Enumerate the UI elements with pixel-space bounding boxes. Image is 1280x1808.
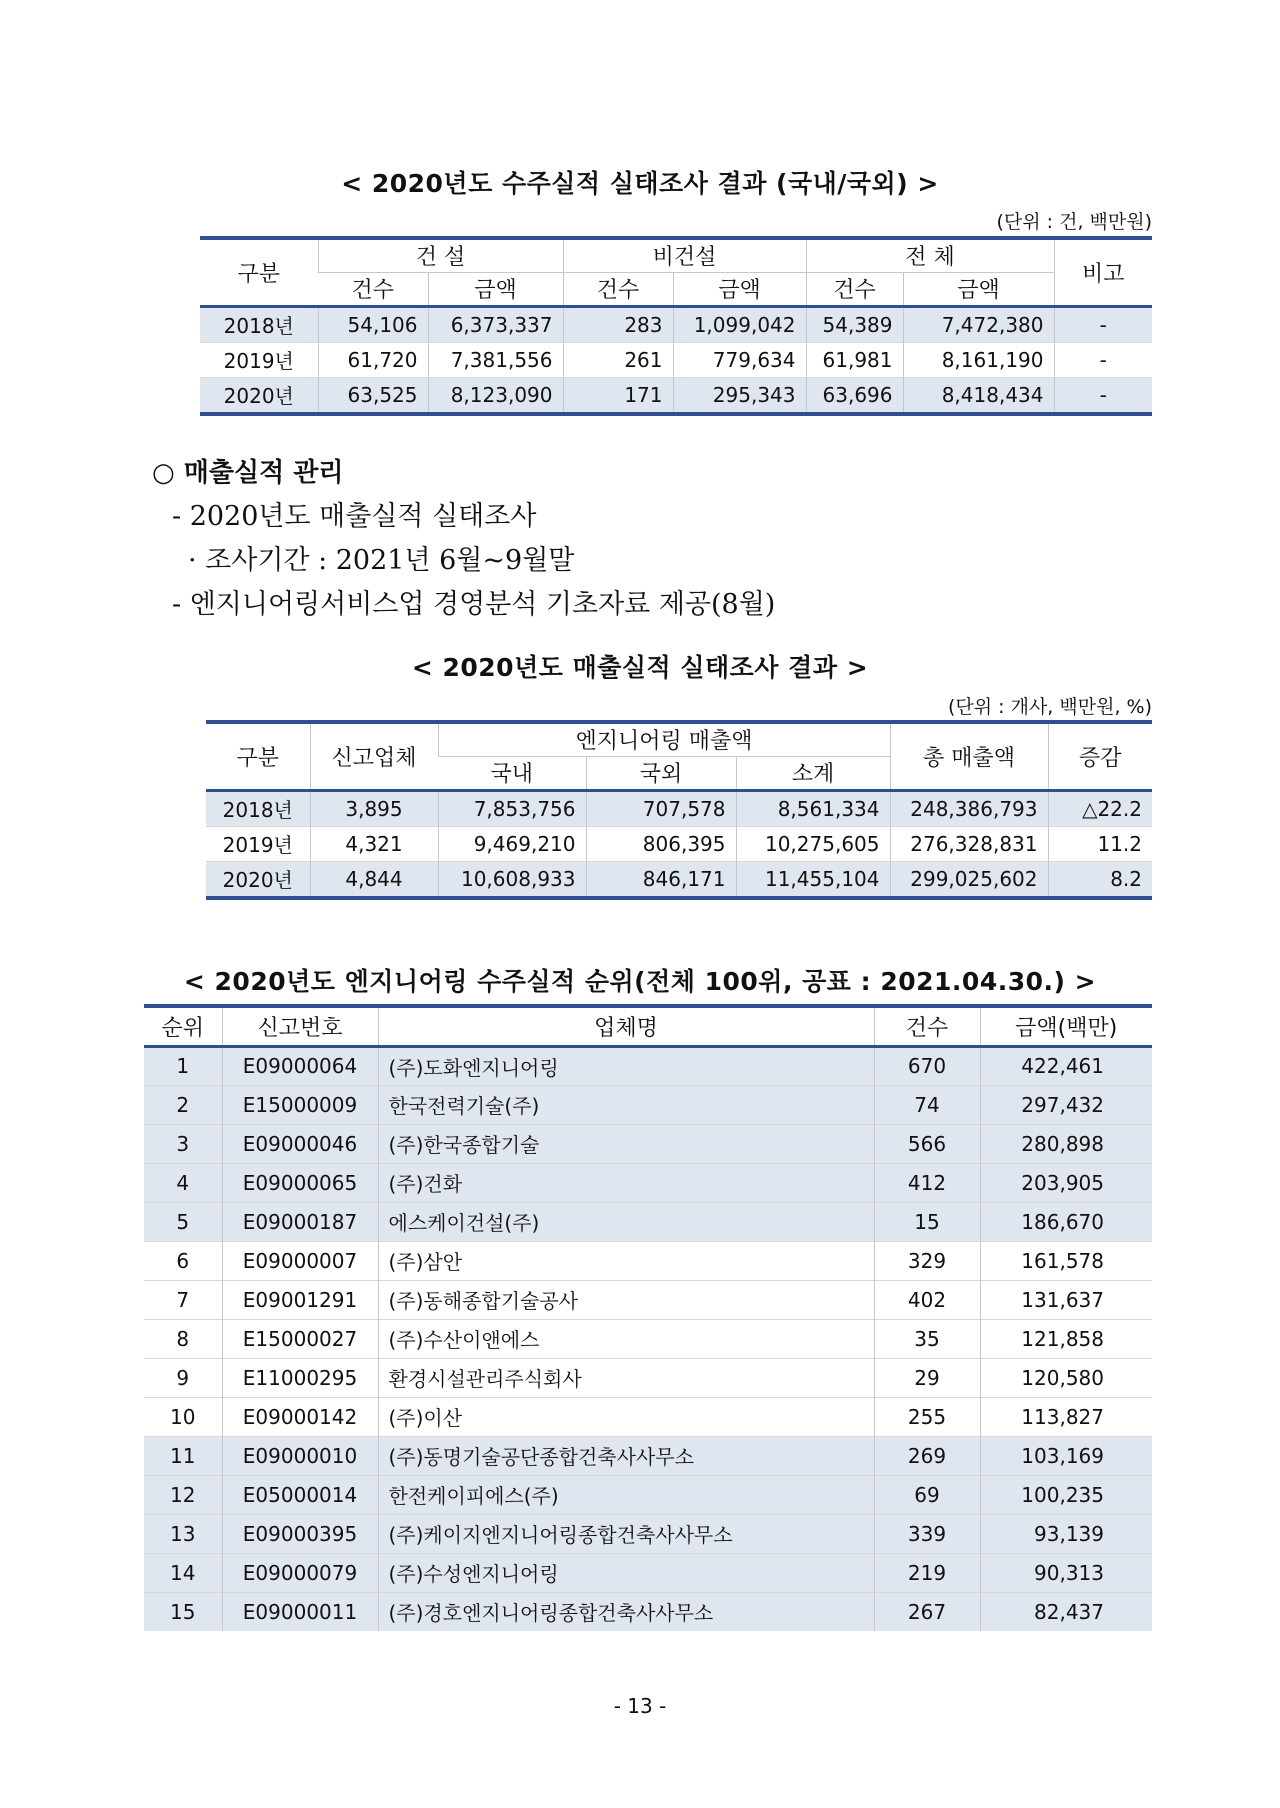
company-cell: (주)동해종합기술공사	[378, 1280, 874, 1319]
table-row	[144, 1475, 1152, 1514]
sales-table-title: < 2020년도 매출실적 실태조사 결과 >	[411, 653, 869, 682]
amount-cell: 297,432	[980, 1085, 1152, 1124]
orders-table-unit: (단위 : 건, 백만원)	[996, 211, 1152, 233]
count-cell: 412	[874, 1163, 980, 1202]
sales-header-foreign: 국외	[586, 756, 736, 790]
value-cell: 8,418,434	[903, 377, 1054, 414]
table-row	[144, 1397, 1152, 1436]
value-cell: 248,386,793	[890, 790, 1048, 826]
value-cell: 7,381,556	[428, 342, 563, 377]
company-cell: 한국전력기술(주)	[378, 1085, 874, 1124]
amount-cell: 131,637	[980, 1280, 1152, 1319]
remarks-cell: -	[1054, 342, 1152, 377]
ranking-header-rank: 순위	[161, 1015, 204, 1041]
table-row	[206, 826, 1152, 861]
year-cell: 2019년	[200, 342, 318, 377]
value-cell: 283	[563, 306, 673, 342]
value-cell: 1,099,042	[673, 306, 806, 342]
table-row	[144, 1436, 1152, 1475]
company-cell: (주)도화엔지니어링	[378, 1046, 874, 1085]
table-row	[144, 1358, 1152, 1397]
value-cell: 779,634	[673, 342, 806, 377]
sales-header-total-sales: 총 매출액	[890, 722, 1048, 790]
company-cell: (주)동명기술공단종합건축사사무소	[378, 1436, 874, 1475]
table-row	[200, 306, 1152, 342]
page-number: - 13 -	[613, 1694, 667, 1718]
reg-no-cell: E15000027	[222, 1319, 378, 1358]
rank-cell: 14	[144, 1553, 222, 1592]
remarks-cell: -	[1054, 306, 1152, 342]
table-row	[144, 1319, 1152, 1358]
company-cell: (주)경호엔지니어링종합건축사사무소	[378, 1592, 874, 1631]
section-line-3: - 엔지니어링서비스업 경영분석 기초자료 제공(8월)	[172, 589, 776, 620]
table-row	[200, 377, 1152, 414]
company-cell: (주)케이지엔지니어링종합건축사사무소	[378, 1514, 874, 1553]
count-cell: 566	[874, 1124, 980, 1163]
table-row	[200, 342, 1152, 377]
company-cell: (주)수성엔지니어링	[378, 1553, 874, 1592]
reg-no-cell: E09000142	[222, 1397, 378, 1436]
value-cell: 8.2	[1048, 861, 1152, 898]
year-cell: 2018년	[200, 306, 318, 342]
table-row	[144, 1124, 1152, 1163]
amount-cell: 90,313	[980, 1553, 1152, 1592]
rank-cell: 2	[144, 1085, 222, 1124]
reg-no-cell: E09000046	[222, 1124, 378, 1163]
orders-header-total: 전 체	[806, 238, 1054, 272]
value-cell: 63,696	[806, 377, 903, 414]
count-cell: 402	[874, 1280, 980, 1319]
reg-no-cell: E11000295	[222, 1358, 378, 1397]
orders-header-category: 구분	[237, 261, 280, 287]
count-cell: 670	[874, 1046, 980, 1085]
company-cell: 한전케이피에스(주)	[378, 1475, 874, 1514]
reg-no-cell: E09000395	[222, 1514, 378, 1553]
value-cell: 11.2	[1048, 826, 1152, 861]
orders-header-count: 건수	[318, 272, 428, 306]
section-heading: ○ 매출실적 관리	[152, 458, 344, 488]
amount-cell: 161,578	[980, 1241, 1152, 1280]
company-cell: (주)수산이앤에스	[378, 1319, 874, 1358]
value-cell: 54,389	[806, 306, 903, 342]
reg-no-cell: E09000011	[222, 1592, 378, 1631]
orders-header-count: 건수	[806, 272, 903, 306]
amount-cell: 103,169	[980, 1436, 1152, 1475]
rank-cell: 10	[144, 1397, 222, 1436]
count-cell: 339	[874, 1514, 980, 1553]
ranking-header-amount: 금액(백만)	[980, 1006, 1152, 1046]
count-cell: 219	[874, 1553, 980, 1592]
year-cell: 2019년	[206, 826, 310, 861]
table-row	[206, 790, 1152, 826]
count-cell: 29	[874, 1358, 980, 1397]
reg-no-cell: E09000065	[222, 1163, 378, 1202]
table-row	[144, 1553, 1152, 1592]
value-cell: 8,161,190	[903, 342, 1054, 377]
value-cell: △22.2	[1048, 790, 1152, 826]
count-cell: 69	[874, 1475, 980, 1514]
ranking-table	[144, 1004, 1152, 1631]
orders-header-non-construction: 비건설	[563, 238, 806, 272]
rank-cell: 6	[144, 1241, 222, 1280]
orders-header-remarks: 비고	[1054, 238, 1152, 306]
rank-cell: 8	[144, 1319, 222, 1358]
amount-cell: 121,858	[980, 1319, 1152, 1358]
sales-table-unit: (단위 : 개사, 백만원, %)	[948, 696, 1152, 718]
amount-cell: 93,139	[980, 1514, 1152, 1553]
ranking-header-reg-no: 신고번호	[222, 1006, 378, 1046]
company-cell: (주)삼안	[378, 1241, 874, 1280]
reg-no-cell: E09000064	[222, 1046, 378, 1085]
value-cell: 10,608,933	[438, 861, 586, 898]
table-row	[206, 861, 1152, 898]
company-cell: 에스케이건설(주)	[378, 1202, 874, 1241]
sales-header-change: 증감	[1048, 722, 1152, 790]
amount-cell: 120,580	[980, 1358, 1152, 1397]
reg-no-cell: E09000187	[222, 1202, 378, 1241]
sales-header-domestic: 국내	[438, 756, 586, 790]
count-cell: 255	[874, 1397, 980, 1436]
rank-cell: 1	[144, 1046, 222, 1085]
rank-cell: 12	[144, 1475, 222, 1514]
value-cell: 4,844	[310, 861, 438, 898]
sales-header-category: 구분	[236, 745, 279, 771]
reg-no-cell: E09000007	[222, 1241, 378, 1280]
value-cell: 61,720	[318, 342, 428, 377]
orders-table-title: < 2020년도 수주실적 실태조사 결과 (국내/국외) >	[341, 169, 939, 198]
amount-cell: 113,827	[980, 1397, 1152, 1436]
orders-table	[200, 236, 1152, 416]
value-cell: 54,106	[318, 306, 428, 342]
ranking-table-body	[144, 1046, 1152, 1631]
value-cell: 8,123,090	[428, 377, 563, 414]
rank-cell: 5	[144, 1202, 222, 1241]
value-cell: 7,472,380	[903, 306, 1054, 342]
ranking-header-company: 업체명	[378, 1006, 874, 1046]
value-cell: 9,469,210	[438, 826, 586, 861]
table-row	[144, 1592, 1152, 1631]
sales-header-eng-sales: 엔지니어링 매출액	[438, 722, 890, 756]
value-cell: 707,578	[586, 790, 736, 826]
table-row	[144, 1280, 1152, 1319]
year-cell: 2020년	[200, 377, 318, 414]
value-cell: 261	[563, 342, 673, 377]
rank-cell: 13	[144, 1514, 222, 1553]
amount-cell: 82,437	[980, 1592, 1152, 1631]
reg-no-cell: E15000009	[222, 1085, 378, 1124]
rank-cell: 7	[144, 1280, 222, 1319]
value-cell: 4,321	[310, 826, 438, 861]
table-row	[144, 1202, 1152, 1241]
rank-cell: 9	[144, 1358, 222, 1397]
reg-no-cell: E05000014	[222, 1475, 378, 1514]
value-cell: 846,171	[586, 861, 736, 898]
value-cell: 3,895	[310, 790, 438, 826]
remarks-cell: -	[1054, 377, 1152, 414]
ranking-table-title: < 2020년도 엔지니어링 수주실적 순위(전체 100위, 공표 : 2021.04.30.) >	[183, 967, 1097, 996]
company-cell: (주)이산	[378, 1397, 874, 1436]
value-cell: 295,343	[673, 377, 806, 414]
company-cell: 환경시설관리주식회사	[378, 1358, 874, 1397]
reg-no-cell: E09001291	[222, 1280, 378, 1319]
count-cell: 15	[874, 1202, 980, 1241]
value-cell: 299,025,602	[890, 861, 1048, 898]
rank-cell: 4	[144, 1163, 222, 1202]
value-cell: 276,328,831	[890, 826, 1048, 861]
rank-cell: 15	[144, 1592, 222, 1631]
table-row	[144, 1046, 1152, 1085]
table-row	[144, 1514, 1152, 1553]
sales-table	[206, 720, 1152, 900]
amount-cell: 280,898	[980, 1124, 1152, 1163]
orders-header-construction: 건 설	[318, 238, 563, 272]
rank-cell: 3	[144, 1124, 222, 1163]
ranking-header-count: 건수	[874, 1006, 980, 1046]
count-cell: 74	[874, 1085, 980, 1124]
year-cell: 2018년	[206, 790, 310, 826]
amount-cell: 186,670	[980, 1202, 1152, 1241]
orders-header-count: 건수	[563, 272, 673, 306]
year-cell: 2020년	[206, 861, 310, 898]
table-row	[144, 1241, 1152, 1280]
value-cell: 171	[563, 377, 673, 414]
reg-no-cell: E09000010	[222, 1436, 378, 1475]
amount-cell: 203,905	[980, 1163, 1152, 1202]
sales-header-reporters: 신고업체	[310, 722, 438, 790]
orders-header-amount: 금액	[673, 272, 806, 306]
amount-cell: 100,235	[980, 1475, 1152, 1514]
value-cell: 11,455,104	[736, 861, 890, 898]
company-cell: (주)한국종합기술	[378, 1124, 874, 1163]
orders-header-amount: 금액	[428, 272, 563, 306]
value-cell: 8,561,334	[736, 790, 890, 826]
reg-no-cell: E09000079	[222, 1553, 378, 1592]
value-cell: 63,525	[318, 377, 428, 414]
amount-cell: 422,461	[980, 1046, 1152, 1085]
value-cell: 6,373,337	[428, 306, 563, 342]
count-cell: 35	[874, 1319, 980, 1358]
table-row	[144, 1163, 1152, 1202]
company-cell: (주)건화	[378, 1163, 874, 1202]
rank-cell: 11	[144, 1436, 222, 1475]
section-line-2: · 조사기간 : 2021년 6월~9월말	[188, 545, 575, 576]
sales-header-subtotal: 소계	[736, 756, 890, 790]
value-cell: 61,981	[806, 342, 903, 377]
count-cell: 267	[874, 1592, 980, 1631]
orders-header-amount: 금액	[903, 272, 1054, 306]
value-cell: 7,853,756	[438, 790, 586, 826]
value-cell: 10,275,605	[736, 826, 890, 861]
table-row	[144, 1085, 1152, 1124]
section-line-1: - 2020년도 매출실적 실태조사	[172, 501, 537, 532]
count-cell: 329	[874, 1241, 980, 1280]
value-cell: 806,395	[586, 826, 736, 861]
count-cell: 269	[874, 1436, 980, 1475]
